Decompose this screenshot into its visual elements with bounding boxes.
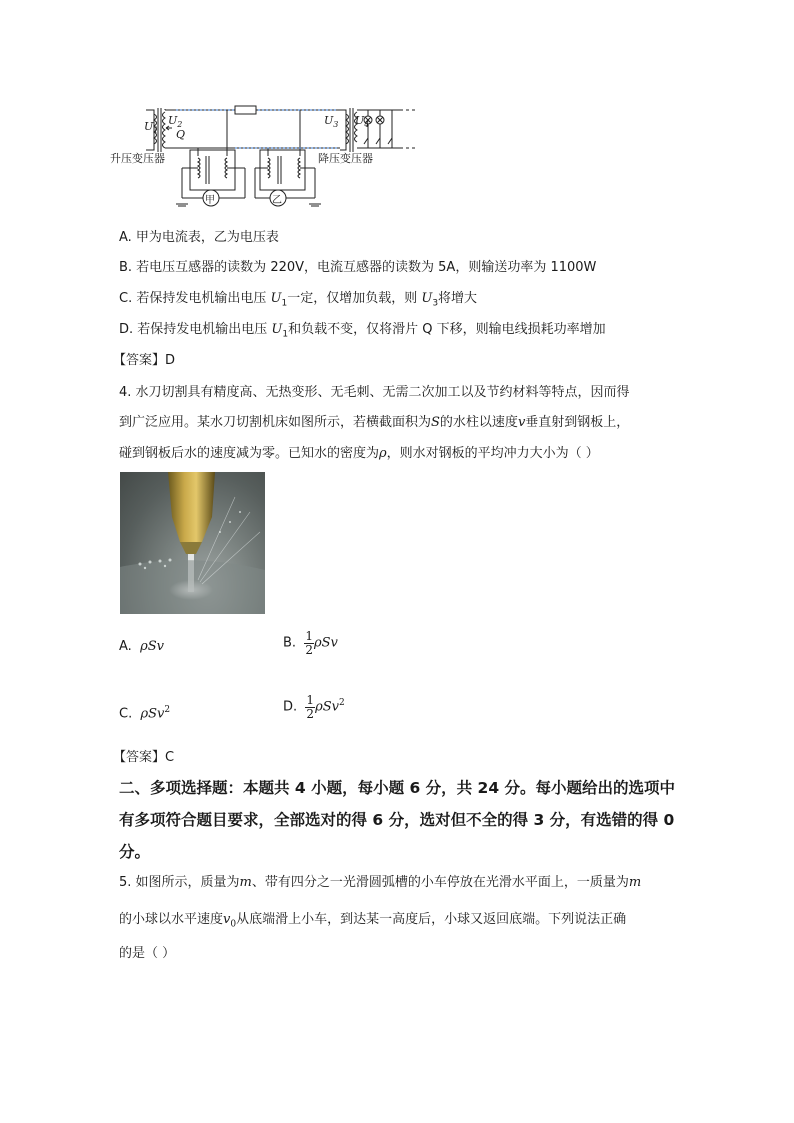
label-u1: $U_1$: [144, 120, 159, 136]
meter-jia: 甲: [205, 195, 215, 206]
q3-option-c: C. 若保持发电机输出电压 $U_1$一定，仅增加负载，则 $U_3$将增大: [119, 291, 478, 309]
label-step-up: 升压变压器: [110, 152, 165, 165]
q3-option-a: A. 甲为电流表，乙为电压表: [119, 230, 279, 245]
q3-option-d: D. 若保持发电机输出电压 $U_1$和负载不变，仅将滑片 Q 下移，则输电线损耗功率增加: [119, 322, 606, 340]
q5-line-3: 的是（ ）: [119, 946, 176, 961]
label-q: Q: [176, 128, 186, 141]
waterjet-photo: [120, 472, 265, 614]
q5-line-2: 的小球以水平速度$v_0$从底端滑上小车，到达某一高度后，小球又返回底端。下列说法正确: [119, 912, 627, 930]
meter-yi: 乙: [272, 195, 282, 206]
q5-line-1: 5. 如图所示，质量为m、带有四分之一光滑圆弧槽的小车停放在光滑水平面上，一质量为m: [119, 875, 642, 890]
section2-line-2: 有多项符合题目要求，全部选对的得 6 分，选对但不全的得 3 分，有选错的得 0: [119, 811, 675, 829]
section2-line-1: 二、多项选择题：本题共 4 小题，每小题 6 分，共 24 分。每小题给出的选项中: [119, 779, 676, 797]
label-step-down: 降压变压器: [318, 152, 373, 165]
transformer-circuit-diagram: [110, 100, 420, 215]
q4-option-d-fraction: $\frac{1}{2}$: [306, 693, 315, 721]
q3-answer: 【答案】D: [113, 353, 176, 368]
q4-option-a: A. ρSv: [119, 639, 164, 654]
q4-option-b-fraction: $\frac{1}{2}$: [305, 629, 313, 657]
q3-option-b: B. 若电压互感器的读数为 220V，电流互感器的读数为 5A，则输送功率为 1100W: [119, 260, 597, 275]
waterjet-drawing: [120, 472, 265, 614]
label-u4: $U_4$: [355, 114, 370, 130]
q4-line-3: 碰到钢板后水的速度减为零。已知水的密度为ρ，则水对钢板的平均冲力大小为（ ）: [119, 446, 599, 461]
q4-option-c: C. ρSv$^2$: [119, 705, 171, 722]
q4-option-d: D. $\frac{1}{2}$ ρSv$^2$: [283, 693, 345, 721]
section2-line-3: 分。: [119, 843, 151, 861]
q4-option-b: B. $\frac{1}{2}$ ρSv: [283, 629, 338, 657]
label-u2: $U_2$: [168, 114, 183, 130]
q4-line-2: 到广泛应用。某水刀切割机床如图所示，若横截面积为S的水柱以速度v垂直射到钢板上，: [119, 415, 630, 430]
q4-line-1: 4. 水刀切割具有精度高、无热变形、无毛刺、无需二次加工以及节约材料等特点，因而得: [119, 385, 630, 400]
label-u3: $U_3$: [324, 114, 339, 130]
q4-answer: 【答案】C: [113, 750, 175, 765]
